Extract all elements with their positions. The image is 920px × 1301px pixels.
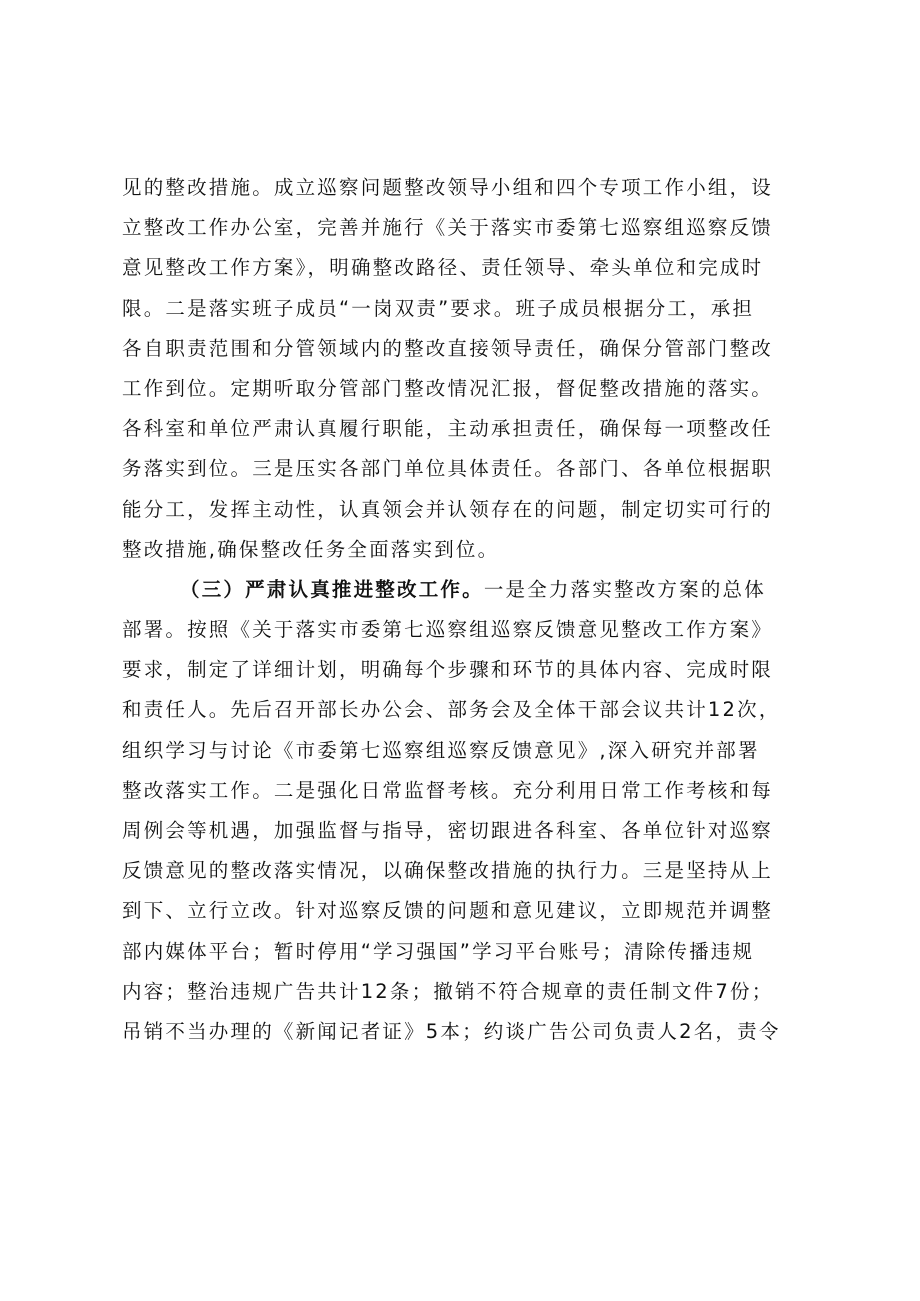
paragraph-line: 和责任人。先后召开部长办公会、部务会及全体干部会议共计12次， [122,698,781,722]
paragraph-line: 务落实到位。三是压实各部门单位具体责任。各部门、各单位根据职 [122,457,774,481]
paragraph-line: 部内媒体平台；暂时停用“学习强国”学习平台账号；清除传播违规 [122,939,755,963]
paragraph-line: 整改落实工作。二是强化日常监督考核。充分利用日常工作考核和每 [122,778,774,802]
paragraph-line: 周例会等机遇，加强监督与指导，密切跟进各科室、各单位针对巡察 [122,819,774,842]
section-heading-line [122,570,822,610]
document-body [122,168,822,1052]
paragraph-line: 见的整改措施。成立巡察问题整改领导小组和四个专项工作小组，设 [122,176,774,199]
paragraph-line: 能分工，发挥主动性，认真领会并认领存在的问题，制定切实可行的 [122,497,774,521]
section-first-line-text: 一是全力落实整改方案的总体 [483,577,766,601]
paragraph-line: 反馈意见的整改落实情况，以确保整改措施的执行力。三是坚持从上 [122,859,774,883]
paragraph-line: 组织学习与讨论《市委第七巡察组巡察反馈意见》,深入研究并部署 [122,738,760,762]
paragraph-line: 内容；整治违规广告共计12条；撤销不符合规章的责任制文件7份； [122,979,774,1003]
paragraph-line: 吊销不当办理的《新闻记者证》5本；约谈广告公司负责人2名，责令 [122,1019,781,1043]
paragraph-line: 部署。按照《关于落实市委第七巡察组巡察反馈意见整改工作方案》 [122,618,774,642]
paragraph-line: 限。二是落实班子成员“一岗双责”要求。班子成员根据分工，承担 [122,296,755,320]
paragraph-line: 意见整改工作方案》，明确整改路径、责任领导、牵头单位和完成时 [122,256,764,280]
paragraph-line: 到下、立行立改。针对巡察反馈的问题和意见建议，立即规范并调整 [122,899,774,923]
paragraph-line: 工作到位。定期听取分管部门整改情况汇报，督促整改措施的落实。 [122,376,774,400]
paragraph-line: 要求，制定了详细计划，明确每个步骤和环节的具体内容、完成时限 [122,658,774,682]
paragraph-line: 各自职责范围和分管领域内的整改直接领导责任，确保分管部门整改 [122,336,774,360]
paragraph-line: 各科室和单位严肃认真履行职能，主动承担责任，确保每一项整改任 [122,417,774,441]
paragraph-line: 立整改工作办公室，完善并施行《关于落实市委第七巡察组巡察反馈 [122,216,774,240]
section-heading: （三）严肃认真推进整改工作。 [180,577,484,601]
paragraph-line: 整改措施,确保整改任务全面落实到位。 [122,537,500,561]
